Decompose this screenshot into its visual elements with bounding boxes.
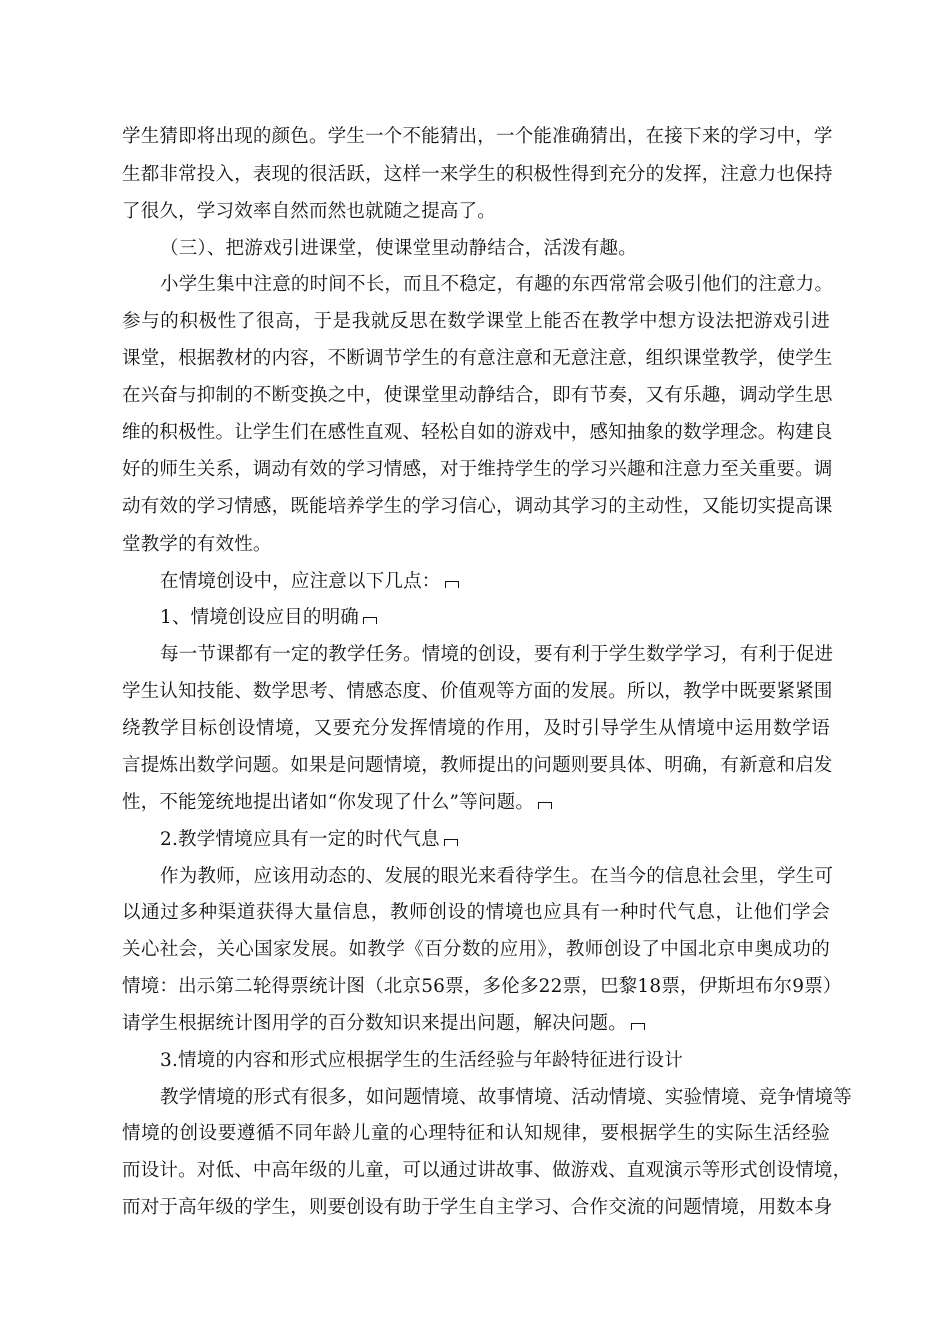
text-line: 维的积极性。让学生们在感性直观、轻松自如的游戏中，感知抽象的数学理念。构建良	[122, 422, 833, 443]
text-line: 而对于高年级的学生，则要创设有助于学生自主学习、合作交流的问题情境，用数本身	[122, 1197, 833, 1218]
text-line: 绕教学目标创设情境，又要充分发挥情境的作用，及时引导学生从情境中运用数学语	[122, 718, 830, 739]
line-text: 请学生根据统计图用学的百分数知识来提出问题，解决问题。	[122, 1013, 627, 1034]
text-line: 每一节课都有一定的教学任务。情境的创设，要有利于学生数学学习，有利于促进	[160, 644, 834, 665]
paragraph-mark-icon	[363, 617, 377, 624]
text-line: 好的师生关系，调动有效的学习情感，对于维持学生的学习兴趣和注意力至关重要。调	[122, 459, 833, 480]
text-line: 参与的积极性了很高，于是我就反思在数学课堂上能否在教学中想方设法把游戏引进	[122, 311, 830, 332]
text-line: 生都非常投入，表现的很活跃，这样一来学生的积极性得到充分的发挥，注意力也保持	[122, 164, 833, 185]
section-heading: （三）、把游戏引进课堂，使课堂里动静结合，活泼有趣。	[160, 238, 637, 259]
text-line: 以通过多种渠道获得大量信息，教师创设的情境也应具有一种时代气息，让他们学会	[122, 902, 830, 923]
text-line: 了很久，学习效率自然而然也就随之提高了。	[122, 201, 497, 222]
text-line: 作为教师，应该用动态的、发展的眼光来看待学生。在当今的信息社会里，学生可	[160, 866, 834, 887]
text-line: 在兴奋与抑制的不断变换之中，使课堂里动静结合，即有节奏，又有乐趣，调动学生思	[122, 385, 833, 406]
paragraph-mark-icon	[445, 581, 459, 588]
text-line: 课堂，根据教材的内容，不断调节学生的有意注意和无意注意，组织课堂教学，使学生	[122, 348, 833, 369]
text-line: 而设计。对低、中高年级的儿童，可以通过讲故事、做游戏、直观演示等形式创设情境，	[122, 1160, 852, 1181]
paragraph-mark-icon	[538, 802, 552, 809]
subheading-with-mark	[160, 606, 830, 630]
text-line-with-mark	[160, 570, 830, 594]
text-line-with-mark	[122, 791, 830, 815]
line-text: 2.教学情境应具有一定的时代气息	[160, 829, 440, 850]
paragraph-mark-icon	[631, 1023, 645, 1030]
text-line: 情境：出示第二轮得票统计图（北京56票，多伦多22票，巴黎18票，伊斯坦布尔9票）	[122, 976, 842, 997]
line-text: 在情境创设中，应注意以下几点：	[160, 571, 441, 592]
text-line: 学生认知技能、数学思考、情感态度、价值观等方面的发展。所以，教学中既要紧紧围	[122, 681, 833, 702]
text-line: 教学情境的形式有很多，如问题情境、故事情境、活动情境、实验情境、竞争情境等	[160, 1087, 852, 1108]
subheading: 3.情境的内容和形式应根据学生的生活经验与年龄特征进行设计	[160, 1050, 683, 1071]
text-line: 学生猜即将出现的颜色。学生一个不能猜出，一个能准确猜出，在接下来的学习中，学	[122, 126, 833, 147]
line-text: 性，不能笼统地提出诸如“你发现了什么”等问题。	[122, 792, 535, 813]
text-line: 堂教学的有效性。	[122, 534, 272, 555]
text-line: 动有效的学习情感，既能培养学生的学习信心，调动其学习的主动性，又能切实提高课	[122, 496, 833, 517]
subheading-with-mark	[160, 828, 830, 852]
text-line-with-mark	[122, 1012, 830, 1036]
line-text: 1、情境创设应目的明确	[160, 607, 359, 628]
text-line: 情境的创设要遵循不同年龄儿童的心理特征和认知规律，要根据学生的实际生活经验	[122, 1123, 830, 1144]
paragraph-mark-icon	[444, 839, 458, 846]
text-line: 关心社会，关心国家发展。如教学《百分数的应用》，教师创设了中国北京申奥成功的	[122, 939, 830, 960]
text-line: 小学生集中注意的时间不长，而且不稳定，有趣的东西常常会吸引他们的注意力。	[160, 274, 834, 295]
text-line: 言提炼出数学问题。如果是问题情境，教师提出的问题则要具体、明确，有新意和启发	[122, 755, 833, 776]
